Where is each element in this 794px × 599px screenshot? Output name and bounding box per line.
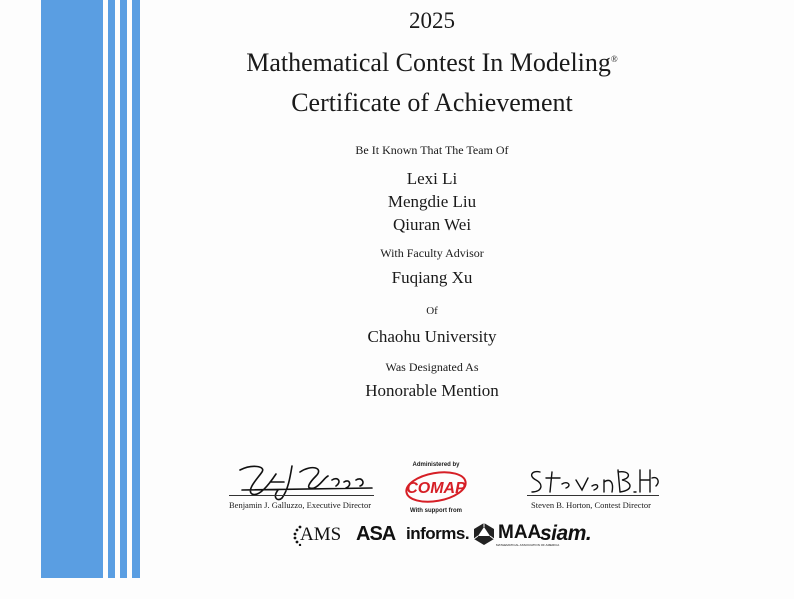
decorative-stripe-wide [41, 0, 103, 578]
team-member: Mengdie Liu [387, 192, 477, 211]
of-label: Of [426, 305, 438, 317]
certificate-title: Certificate of Achievement [291, 88, 573, 117]
maa-icosahedron-icon [472, 522, 496, 546]
decorative-stripe [108, 0, 115, 578]
advisor-name: Fuqiang Xu [391, 268, 473, 287]
intro-text: Be It Known That The Team Of [355, 143, 509, 157]
registered-mark: ® [610, 54, 618, 64]
support-label: With support from [410, 508, 462, 514]
advisor-label: With Faculty Advisor [380, 246, 484, 260]
siam-logo: siam. [540, 522, 592, 545]
contest-title [230, 48, 634, 78]
ams-logo: AMS [300, 524, 342, 545]
contest-year: 2025 [409, 8, 455, 33]
award-designation: Honorable Mention [365, 381, 499, 400]
comap-logo-text: COMAP [406, 480, 466, 497]
contest-director-signature [526, 464, 660, 498]
institution-name: Chaohu University [367, 327, 497, 346]
decorative-stripe [132, 0, 140, 578]
signature-line [527, 495, 659, 496]
informs-logo: informs. [406, 524, 470, 543]
executive-director-caption: Benjamin J. Galluzzo, Executive Director [229, 500, 372, 510]
team-member: Qiuran Wei [392, 215, 472, 234]
comap-logo [402, 469, 470, 505]
asa-logo: ASA [356, 523, 396, 545]
contest-director-caption: Steven B. Horton, Contest Director [531, 500, 651, 510]
maa-subtitle: MATHEMATICAL ASSOCIATION OF AMERICA [496, 543, 560, 547]
administered-by-label: Administered by [412, 462, 460, 468]
designation-label: Was Designated As [385, 360, 479, 374]
maa-logo: MAA [498, 522, 542, 543]
contest-name: Mathematical Contest In Modeling [246, 48, 611, 77]
team-member: Lexi Li [406, 169, 458, 188]
signature-line [229, 495, 374, 496]
decorative-stripe [120, 0, 127, 578]
